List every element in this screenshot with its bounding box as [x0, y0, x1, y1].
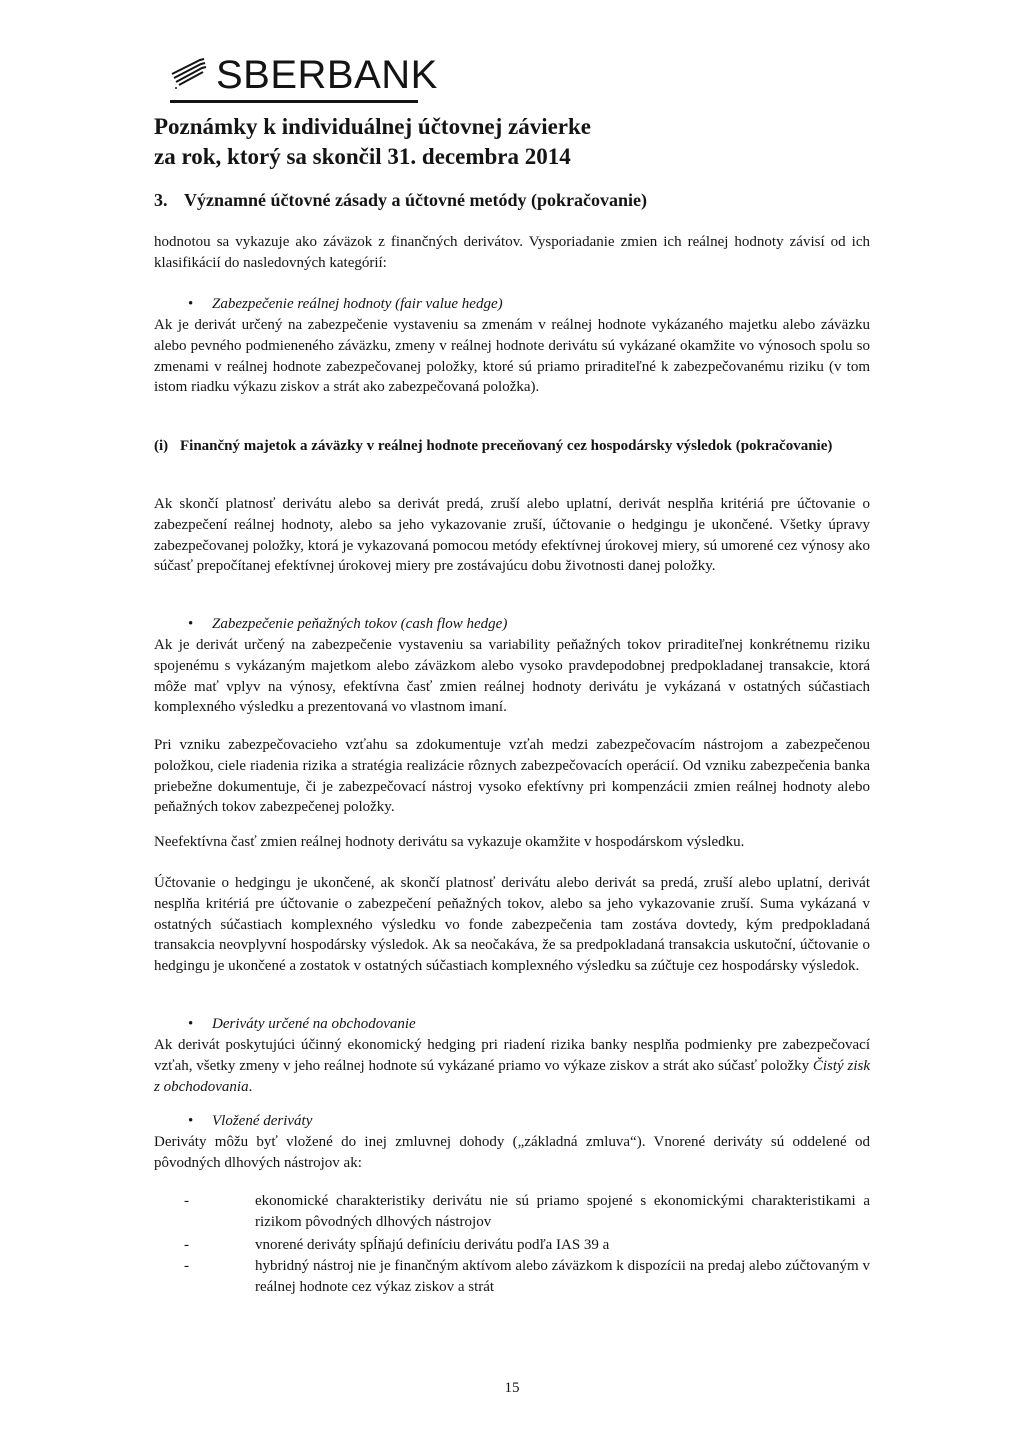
bullet-icon: • — [188, 296, 194, 312]
fair-value-termination-paragraph — [154, 494, 870, 577]
hedge-documentation-text: Pri vzniku zabezpečovacieho vzťahu sa zdokumentuje vzťah medzi zabezpečovacím nástrojom a zabezpečenou položkou, ciele riadenia rizika a stratégia realizácie rôznych zabezpečovacích operácií. Od vzniku zabezpečenia banka priebežne dokumentuje, či je zabezpečovací nástroj vysoko efektívny pri kompenzácii zmien reálnej hodnoty alebo peňažných tokov zabezpečenej položky. — [154, 737, 870, 816]
hedge-termination-paragraph — [154, 873, 870, 977]
dash-marker: - — [184, 1237, 189, 1253]
cash-flow-hedge-paragraph — [154, 635, 870, 718]
bullet-cash-flow-hedge — [154, 614, 870, 635]
document-title — [154, 112, 854, 172]
dash-marker: - — [184, 1258, 189, 1274]
embedded-derivatives-paragraph — [154, 1132, 870, 1174]
dash-marker: - — [184, 1193, 189, 1209]
title-line-2: za rok, ktorý sa skončil 31. decembra 2014 — [154, 144, 571, 169]
list-item — [154, 1191, 870, 1233]
bullet-title-text: Zabezpečenie reálnej hodnoty (fair value hedge) — [212, 296, 503, 312]
intro-text: hodnotou sa vykazuje ako záväzok z finančných derivátov. Vysporiadanie zmien ich reálnej hodnoty závisí od ich klasifikácií do nasledovných kategórií: — [154, 234, 870, 271]
bullet-trading-derivatives — [154, 1014, 870, 1035]
ineffective-portion-paragraph — [154, 832, 870, 853]
subsection-heading — [154, 436, 870, 457]
bullet-embedded-derivatives — [154, 1111, 870, 1132]
bullet-icon: • — [188, 1016, 194, 1032]
fair-value-termination-text: Ak skončí platnosť derivátu alebo sa derivát predá, zruší alebo uplatní, derivát nesplňa kritériá pre účtovanie o zabezpečení reálnej hodnoty, alebo sa jeho vykazovanie zruší, účtovanie o hedgingu je ukončené. Všetky úpravy zabezpečovanej položky, ktorá je vykazovaná pomocou metódy efektívnej úrokovej miery, sú umorené cez výnosy ako súčasť prepočítanej efektívnej úrokovej miery pre zostávajúcu dobu životnosti danej položky. — [154, 496, 870, 575]
list-item-text: ekonomické charakteristiky derivátu nie sú priamo spojené s ekonomickými charakteristikami a rizikom pôvodných dlhových nástrojov — [255, 1193, 870, 1230]
fair-value-hedge-paragraph — [154, 315, 870, 398]
bullet-fair-value-hedge — [154, 294, 870, 315]
ineffective-portion-text: Neefektívna časť zmien reálnej hodnoty derivátu sa vykazuje okamžite v hospodárskom výsledku. — [154, 834, 745, 850]
bullet-icon: • — [188, 1113, 194, 1129]
embedded-derivatives-text: Deriváty môžu byť vložené do inej zmluvnej dohody („základná zmluva“). Vnorené deriváty sú oddelené od pôvodných dlhových nástrojov ak: — [154, 1134, 870, 1171]
page-number: 15 — [504, 1380, 520, 1396]
list-item — [154, 1256, 870, 1298]
cash-flow-hedge-text: Ak je derivát určený na zabezpečenie vystaveniu sa variability peňažných tokov priraditeľnej konkrétnemu riziku spojenému s vykázaným majetkom alebo záväzkom alebo vysoko pravdepodobnej predpokladanej transakcie, ktorá môže mať vplyv na výnosy, efektívna časť zmien reálnej hodnoty derivátu je vykázaná v ostatných súčastiach komplexného výsledku a prezentovaná vo vlastnom imaní. — [154, 637, 870, 716]
list-item — [154, 1235, 870, 1256]
hedge-termination-text: Účtovanie o hedgingu je ukončené, ak skončí platnosť derivátu alebo derivát sa predá, zruší alebo uplatní, derivát nesplňa kritériá pre účtovanie o zabezpečení peňažných tokov, alebo sa jeho vykazovanie zruší. Suma vykázaná v ostatných súčastiach komplexného výsledku vo fonde zabezpečenia tam zostáva dovtedy, kým predpokladaná transakcia neovplyvní hospodársky výsledok. Ak sa neočakáva, že sa predpokladaná transakcia uskutoční, účtovanie o hedgingu je ukončené a zostatok v ostatných súčastiach komplexného výsledku sa zúčtuje cez hospodársky výsledok. — [154, 875, 870, 975]
bullet-title-text: Vložené deriváty — [212, 1113, 313, 1129]
list-item-text: vnorené deriváty spĺňajú definíciu derivátu podľa IAS 39 a — [255, 1237, 610, 1253]
trading-derivatives-text — [154, 1035, 870, 1097]
hedge-documentation-paragraph — [154, 735, 870, 818]
trading-text-italic: Čistý zisk z obchodovania — [154, 1057, 870, 1095]
bullet-title-text: Zabezpečenie peňažných tokov (cash flow hedge) — [212, 616, 508, 632]
trading-derivatives-paragraph — [154, 1035, 870, 1097]
logo-text: SBERBANK — [216, 53, 438, 97]
list-item-text: hybridný nástroj nie je finančným aktívom alebo záväzkom k dispozícii na predaj alebo zúčtovaným v reálnej hodnote cez výkaz ziskov a strát — [255, 1258, 870, 1295]
fair-value-hedge-text: Ak je derivát určený na zabezpečenie vystaveniu sa zmenám v reálnej hodnote vykázaného majetku alebo záväzku alebo pevného podmieneného záväzku, zmeny v reálnej hodnote derivátu sú vykázané okamžite vo výnosoch spolu so zmenami v reálnej hodnote zabezpečovanej položky, ktoré sú priamo priraditeľné k zabezpečovanému riziku (v tom istom riadku výkazu ziskov a strát ako zabezpečovaná položka). — [154, 317, 870, 396]
intro-paragraph — [154, 232, 870, 274]
section-heading — [154, 188, 874, 212]
logo-underline — [170, 100, 418, 103]
bullet-icon: • — [188, 616, 194, 632]
sberbank-logo — [170, 52, 438, 104]
sberbank-wave-icon — [170, 56, 208, 90]
subsection-marker: (i) — [154, 438, 169, 454]
subsection-title: Finančný majetok a záväzky v reálnej hodnote preceňovaný cez hospodársky výsledok (pokračovanie) — [180, 438, 833, 454]
bullet-title-text: Deriváty určené na obchodovanie — [212, 1016, 416, 1032]
trading-text-main: Ak derivát poskytujúci účinný ekonomický hedging pri riadení rizika banky nesplňa podmienky pre zabezpečovací vzťah, všetky zmeny v jeho reálnej hodnote sú vykázané priamo vo výkaze ziskov a strát ako súčasť položky — [154, 1037, 870, 1074]
section-number: 3. — [154, 190, 168, 210]
section-title: Významné účtovné zásady a účtovné metódy (pokračovanie) — [184, 190, 647, 210]
trading-text-end: . — [248, 1078, 253, 1095]
title-line-1: Poznámky k individuálnej účtovnej závierke — [154, 114, 592, 139]
